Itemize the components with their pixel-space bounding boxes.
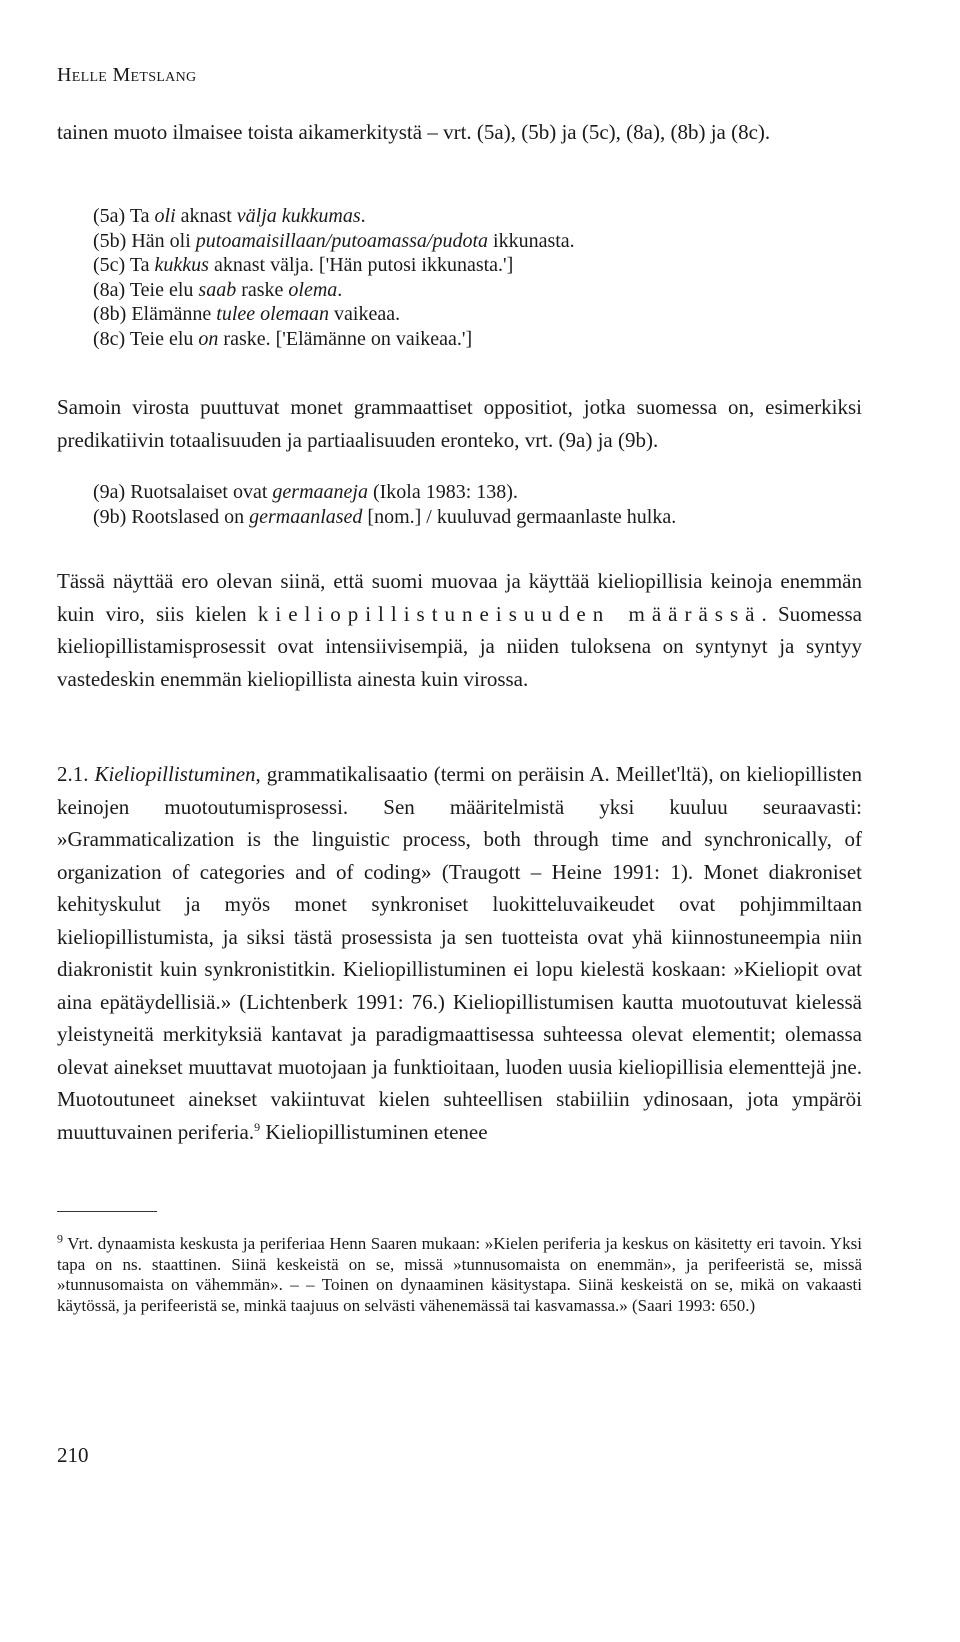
paragraph-samoin — [57, 391, 862, 456]
footnote-text: Vrt. dynaamista keskusta ja periferiaa Henn Saaren mukaan: »Kielen periferia ja keskus on käsitetty eri tavoin. Yksi tapa on ns. staattinen. Siinä keskeistä on se, missä »tunnusomaista on enemmän», ja perifeeristä se, missä »tunnusomaista on vähemmän». – – Toinen on dynaaminen käsitystapa. Siinä keskeistä on se, mikä on vakaasti käytössä, ja perifeeristä se, minkä taajuus on selvästi vähenemässä tai kasvamassa.» (Saari 1993: 650.) — [57, 1234, 862, 1315]
example-9b: (9b) Rootslased on germaanlased [nom.] / kuuluvad germaanlaste hulka. — [93, 505, 677, 528]
example-8a: (8a) Teie elu saab raske olema. — [93, 278, 343, 301]
section-number: 2.1. — [57, 762, 95, 786]
example-list-9 — [93, 480, 853, 529]
example-8c: (8c) Teie elu on raske. ['Elämänne on vaikeaa.'] — [93, 327, 473, 350]
section-2-1 — [57, 758, 862, 1148]
section-text-end: Kieliopillistuminen etenee — [260, 1119, 488, 1144]
section-text: , grammatikalisaatio (termi on peräisin A. Meillet'ltä), on kieliopillisten keinojen muotoutumisprosessi. Sen määritelmistä yksi kuuluu seuraavasti: »Grammaticalization is the linguistic process, both through time and synchronically, of organization of categories and of coding» (Traugott – Heine 1991: 1). Monet diakroniset kehityskulut ja myös monet synkroniset luokitteluvaikeudet ovat pohjimmiltaan kieliopillistumista, ja siksi tästä prosessista ja sen tuotteista ovat yhä kiinnostuneempia niin diakronistit kuin synkronistitkin. Kieliopillistuminen ei lopu kielestä koskaan: »Kieliopit ovat aina epätäydellisiä.» (Lichtenberk 1991: 76.) Kieliopillistumisen kautta muotoutuvat kielessä yleistyneitä merkityksiä kantavat ja paradigmaattisessa suhteessa olevat elementit; olemassa olevat ainekset muuttavat muotojaan ja funktioitaan, luoden uusia kieliopillisia elementtejä jne. Muotoutuneet ainekset vakiintuvat kielen suhteellisen stabiiliin ydinosaan, jota ympäröi muuttuvainen periferia. — [57, 762, 862, 1144]
example-9a: (9a) Ruotsalaiset ovat germaaneja (Ikola 1983: 138). — [93, 481, 518, 503]
footnote-marker: 9 — [57, 1231, 63, 1246]
paragraph-samoin-text: Samoin virosta puuttuvat monet grammaattiset oppositiot, jotka suomessa on, esimerkiksi predikatiivin totaalisuuden ja partiaalisuuden eronteko, vrt. (9a) ja (9b). — [57, 395, 862, 452]
footnote-9 — [57, 1231, 862, 1316]
page-number: 210 — [57, 1443, 89, 1467]
intro-text: tainen muoto ilmaisee toista aikamerkitystä – vrt. (5a), (5b) ja (5c), (8a), (8b) ja (8c). — [57, 120, 771, 144]
running-head: Helle Metslang — [57, 64, 197, 86]
paragraph-tassa-part2: . Suomessa kieliopillistamisprosessit ovat intensiivisempiä, ja niiden tuloksena on syntynyt ja syntyy vastedeskin enemmän kieliopillista ainesta kuin virossa. — [57, 601, 862, 691]
paragraph-tassa-part1: Tässä näyttää ero olevan siinä, että suomi muovaa ja käyttää kieliopillisia keinoja enemmän kuin viro, siis kielen — [57, 569, 862, 626]
spaced-emphasis: kieliopillistuneisuuden määrässä — [257, 601, 762, 626]
intro-paragraph — [57, 116, 862, 149]
example-list-5-8 — [93, 204, 853, 351]
footnote-divider — [57, 1211, 157, 1212]
example-5c: (5c) Ta kukkus aknast välja. ['Hän putosi ikkunasta.'] — [93, 254, 514, 276]
paragraph-tassa — [57, 565, 862, 695]
example-8b: (8b) Elämänne tulee olemaan vaikeaa. — [93, 303, 401, 325]
section-term: Kieliopillistuminen — [94, 762, 256, 786]
footnote-reference[interactable]: 9 — [254, 1119, 261, 1134]
example-5a: (5a) Ta oli aknast välja kukkumas. — [93, 205, 366, 227]
example-5b: (5b) Hän oli putoamaisillaan/putoamassa/pudota ikkunasta. — [93, 229, 575, 252]
